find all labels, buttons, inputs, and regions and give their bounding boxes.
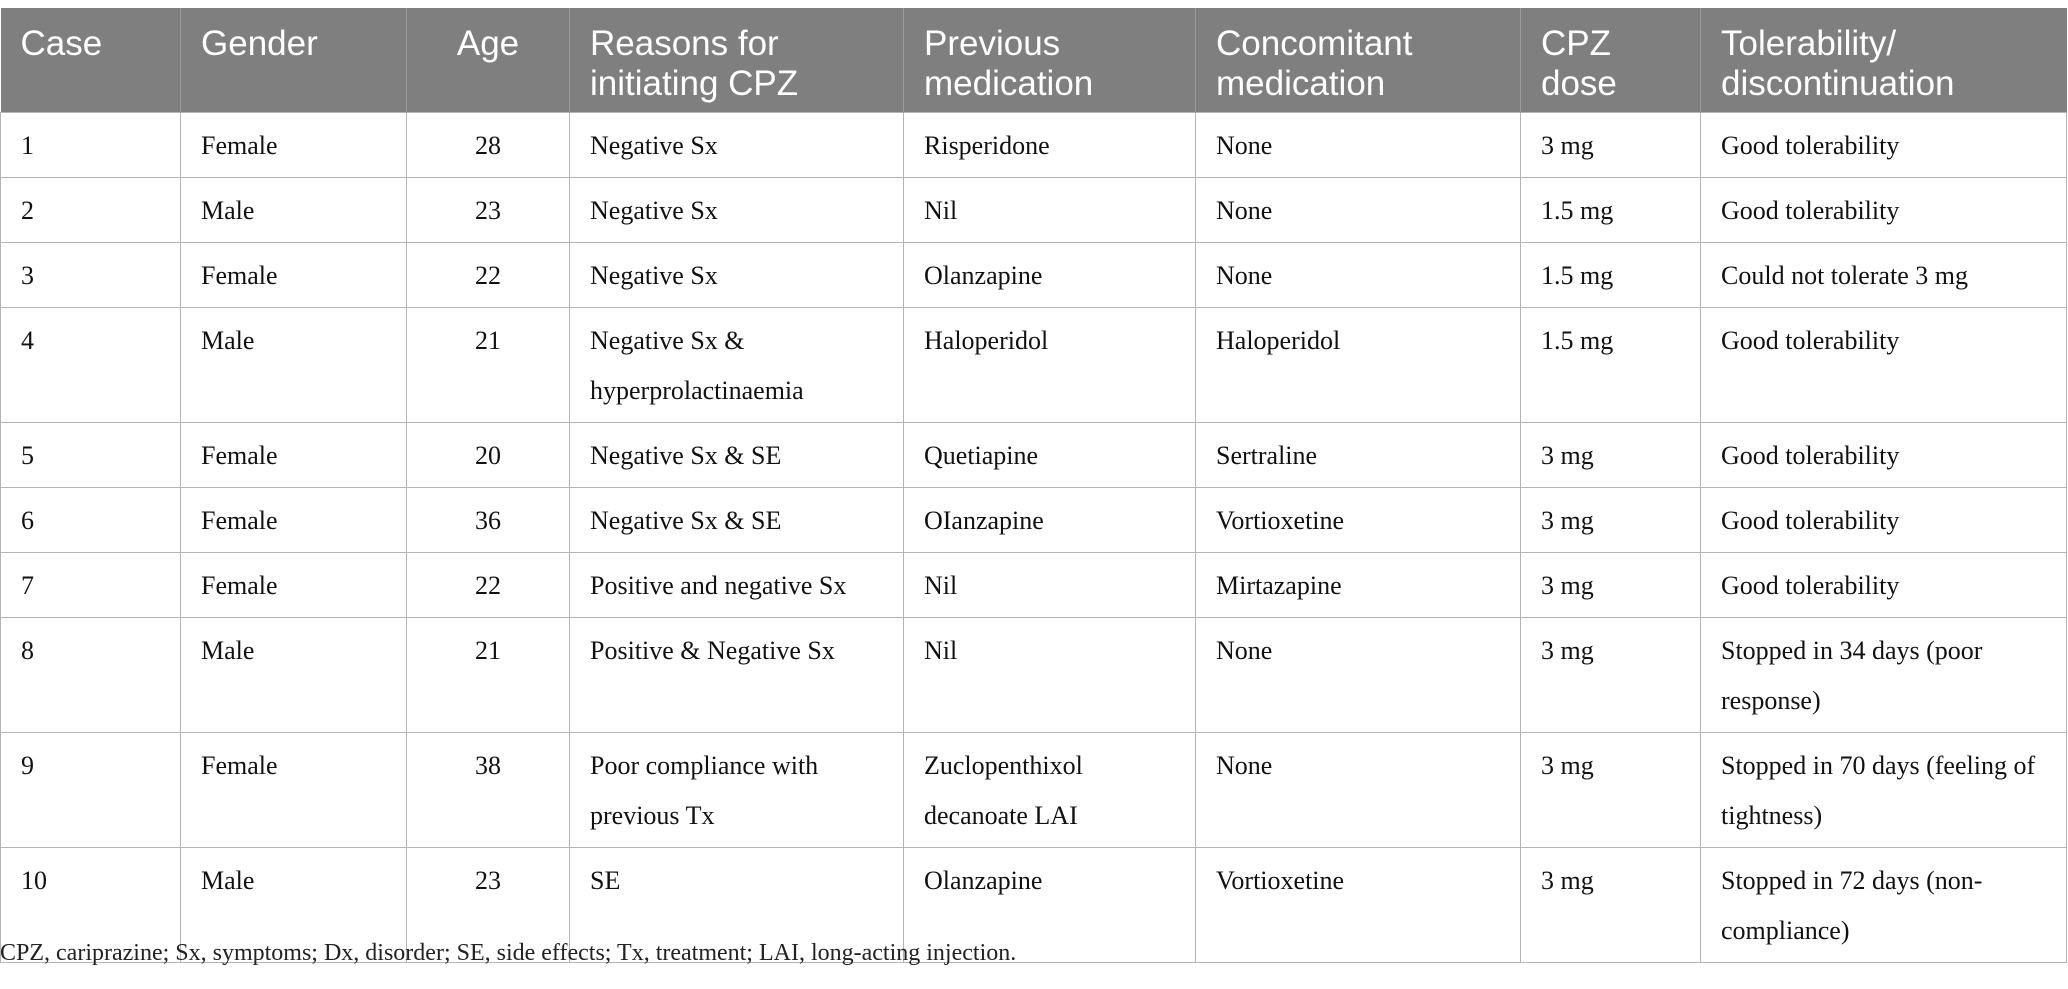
cell-concomitant-medication: None: [1196, 733, 1521, 848]
cell-case: 6: [1, 488, 181, 553]
cell-age: 22: [407, 243, 570, 308]
cell-gender: Female: [181, 733, 407, 848]
cell-previous-medication: Nil: [904, 178, 1196, 243]
cell-cpz-dose: 3 mg: [1521, 733, 1701, 848]
cell-gender: Female: [181, 553, 407, 618]
cell-concomitant-medication: Vortioxetine: [1196, 488, 1521, 553]
header-gender: Gender: [181, 8, 407, 113]
cell-cpz-dose: 1.5 mg: [1521, 308, 1701, 423]
cell-case: 9: [1, 733, 181, 848]
table-row: [1, 423, 2067, 488]
header-concomitant-medication: Concomitant medication: [1196, 8, 1521, 113]
cell-reasons: Negative Sx & SE: [570, 488, 904, 553]
cell-age: 23: [407, 178, 570, 243]
cell-tolerability: Good tolerability: [1701, 423, 2067, 488]
cell-tolerability: Good tolerability: [1701, 553, 2067, 618]
cell-tolerability: Good tolerability: [1701, 178, 2067, 243]
table-row: [1, 553, 2067, 618]
cariprazine-cases-table: [0, 8, 2067, 963]
cell-age: 21: [407, 308, 570, 423]
cell-age: 38: [407, 733, 570, 848]
cell-concomitant-medication: None: [1196, 178, 1521, 243]
cell-concomitant-medication: Mirtazapine: [1196, 553, 1521, 618]
cell-concomitant-medication: None: [1196, 243, 1521, 308]
header-cpz-dose: CPZ dose: [1521, 8, 1701, 113]
data-table-container: [0, 8, 2066, 963]
cell-previous-medication: Olanzapine: [904, 848, 1196, 963]
cell-concomitant-medication: Haloperidol: [1196, 308, 1521, 423]
cell-concomitant-medication: Vortioxetine: [1196, 848, 1521, 963]
cell-cpz-dose: 3 mg: [1521, 553, 1701, 618]
cell-gender: Male: [181, 178, 407, 243]
cell-reasons: SE: [570, 848, 904, 963]
cell-gender: Female: [181, 113, 407, 178]
cell-case: 7: [1, 553, 181, 618]
cell-cpz-dose: 3 mg: [1521, 113, 1701, 178]
table-row: [1, 243, 2067, 308]
cell-gender: Male: [181, 618, 407, 733]
cell-tolerability: Stopped in 72 days (non-compliance): [1701, 848, 2067, 963]
cell-concomitant-medication: Sertraline: [1196, 423, 1521, 488]
cell-reasons: Negative Sx & SE: [570, 423, 904, 488]
cell-previous-medication: Zuclopenthixol decanoate LAI: [904, 733, 1196, 848]
cell-gender: Female: [181, 488, 407, 553]
cell-case: 2: [1, 178, 181, 243]
cell-case: 1: [1, 113, 181, 178]
cell-cpz-dose: 3 mg: [1521, 423, 1701, 488]
cell-tolerability: Good tolerability: [1701, 113, 2067, 178]
cell-age: 23: [407, 848, 570, 963]
cell-previous-medication: OIanzapine: [904, 488, 1196, 553]
cell-previous-medication: Nil: [904, 618, 1196, 733]
cell-age: 20: [407, 423, 570, 488]
cell-gender: Male: [181, 848, 407, 963]
cell-tolerability: Good tolerability: [1701, 488, 2067, 553]
table-row: [1, 733, 2067, 848]
header-tolerability: Tolerability/ discontinuation: [1701, 8, 2067, 113]
table-row: [1, 308, 2067, 423]
cell-cpz-dose: 1.5 mg: [1521, 243, 1701, 308]
cell-tolerability: Good tolerability: [1701, 308, 2067, 423]
cell-age: 28: [407, 113, 570, 178]
header-age: Age: [407, 8, 570, 113]
header-case: Case: [1, 8, 181, 113]
cell-previous-medication: Olanzapine: [904, 243, 1196, 308]
cell-reasons: Positive & Negative Sx: [570, 618, 904, 733]
cell-reasons: Positive and negative Sx: [570, 553, 904, 618]
cell-age: 36: [407, 488, 570, 553]
cell-reasons: Negative Sx: [570, 113, 904, 178]
cell-reasons: Negative Sx: [570, 243, 904, 308]
cell-reasons: Negative Sx: [570, 178, 904, 243]
cell-previous-medication: Haloperidol: [904, 308, 1196, 423]
cell-tolerability: Could not tolerate 3 mg: [1701, 243, 2067, 308]
table-footnote: CPZ, cariprazine; Sx, symptoms; Dx, disorder; SE, side effects; Tx, treatment; LAI, long-acting injection.: [0, 940, 1017, 966]
cell-gender: Male: [181, 308, 407, 423]
table-row: [1, 618, 2067, 733]
header-reasons: Reasons for initiating CPZ: [570, 8, 904, 113]
cell-tolerability: Stopped in 70 days (feeling of tightness): [1701, 733, 2067, 848]
cell-previous-medication: Nil: [904, 553, 1196, 618]
table-header-row: [1, 8, 2067, 113]
cell-cpz-dose: 3 mg: [1521, 848, 1701, 963]
table-row: [1, 113, 2067, 178]
cell-age: 21: [407, 618, 570, 733]
table-row: [1, 488, 2067, 553]
cell-cpz-dose: 1.5 mg: [1521, 178, 1701, 243]
cell-reasons: Negative Sx & hyperprolactinaemia: [570, 308, 904, 423]
cell-gender: Female: [181, 423, 407, 488]
table-row: [1, 178, 2067, 243]
cell-previous-medication: Quetiapine: [904, 423, 1196, 488]
cell-concomitant-medication: None: [1196, 113, 1521, 178]
cell-age: 22: [407, 553, 570, 618]
cell-gender: Female: [181, 243, 407, 308]
header-previous-medication: Previous medication: [904, 8, 1196, 113]
cell-reasons: Poor compliance with previous Tx: [570, 733, 904, 848]
cell-tolerability: Stopped in 34 days (poor response): [1701, 618, 2067, 733]
cell-case: 8: [1, 618, 181, 733]
cell-case: 3: [1, 243, 181, 308]
cell-case: 10: [1, 848, 181, 963]
cell-case: 4: [1, 308, 181, 423]
cell-concomitant-medication: None: [1196, 618, 1521, 733]
cell-previous-medication: Risperidone: [904, 113, 1196, 178]
cell-cpz-dose: 3 mg: [1521, 488, 1701, 553]
cell-case: 5: [1, 423, 181, 488]
cell-cpz-dose: 3 mg: [1521, 618, 1701, 733]
